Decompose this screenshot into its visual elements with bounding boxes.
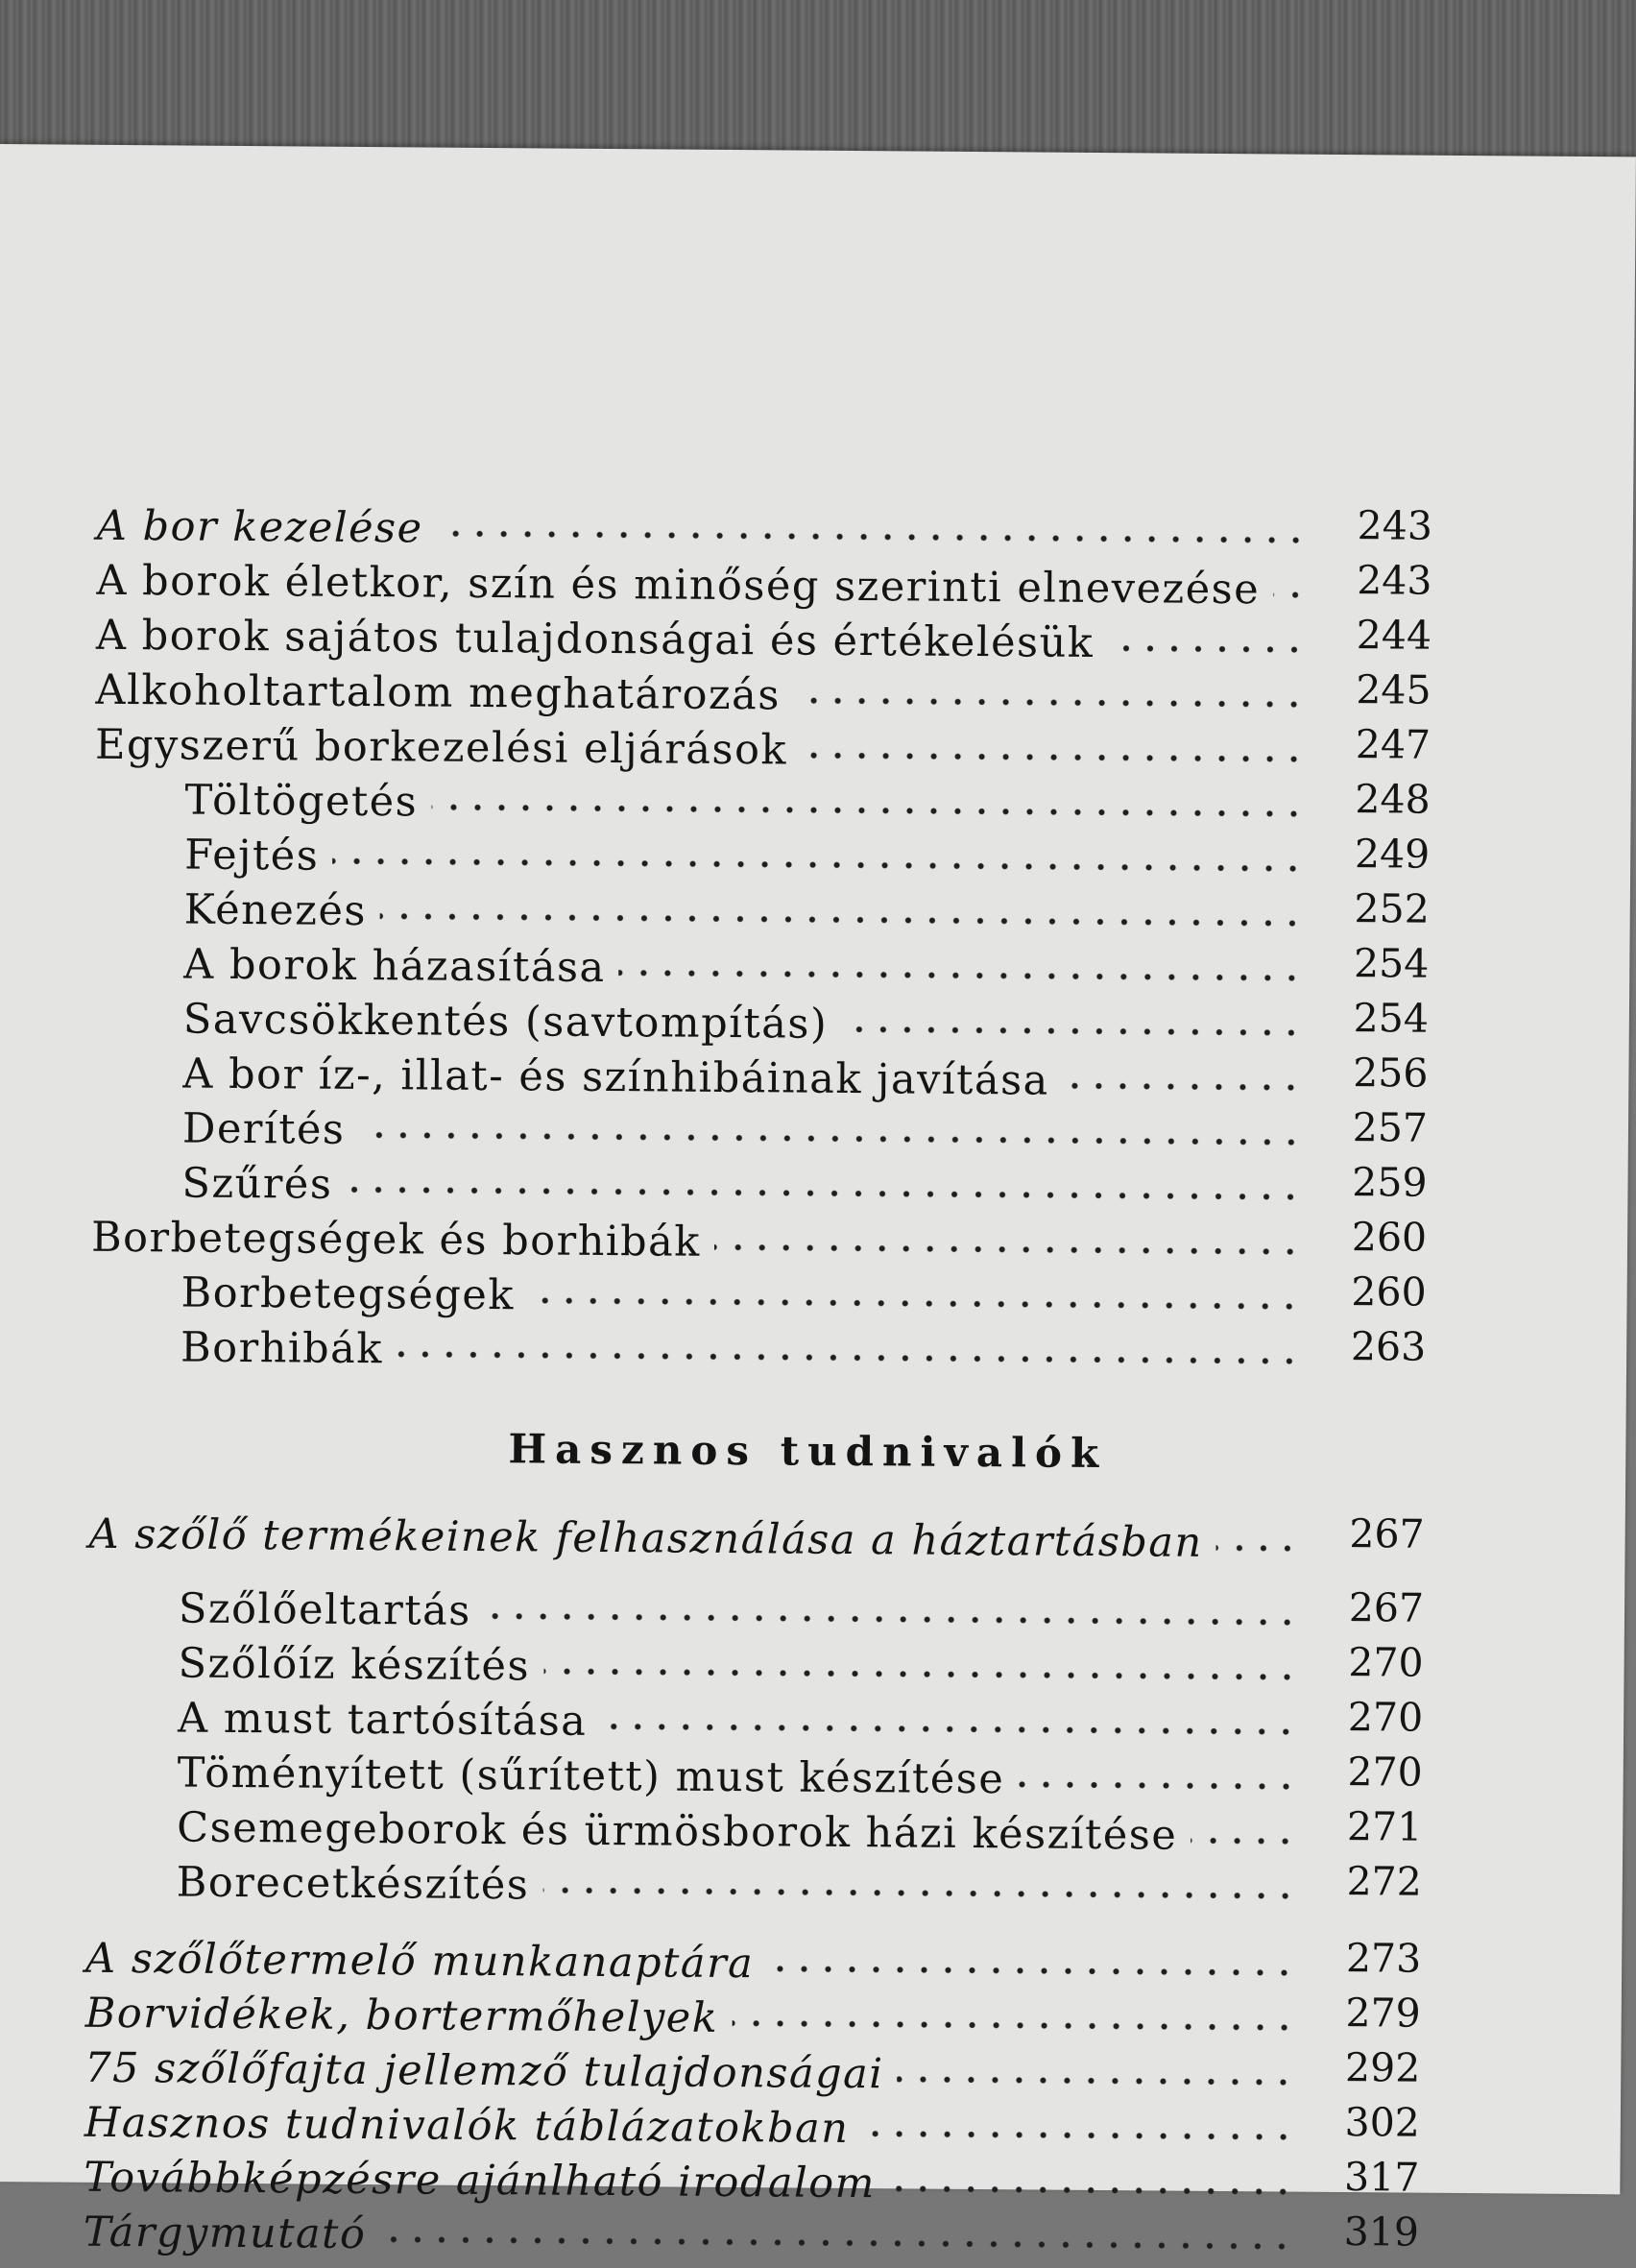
section-heading: Hasznos tudnivalók [508,1425,1108,1478]
dot-leader [528,1291,1302,1315]
toc-entry-page: 270 [1347,1694,1424,1741]
dot-leader [732,2014,1296,2038]
toc-entry [183,939,1529,1000]
toc-entry-page: 273 [1345,1935,1422,1982]
toc-entry-title: Savcsökkentés (savtompítás) [182,995,829,1049]
dot-leader [767,1959,1296,1982]
toc-entry-page: 270 [1347,1749,1423,1796]
toc-entry-page: 292 [1344,2044,1421,2091]
toc-entry-page: 260 [1351,1214,1428,1261]
toc-entry-page: 243 [1357,502,1433,549]
dot-leader [380,906,1305,933]
toc-entry-page: 252 [1354,885,1430,932]
toc-entry-page: 254 [1353,995,1430,1042]
toc-entry [178,1638,1524,1699]
dot-leader [841,1020,1304,1043]
dot-leader [436,524,1307,550]
book-page [0,144,1636,2259]
toc-entry-title: Tárgymutató [83,2208,367,2259]
toc-entry-page: 245 [1356,666,1432,713]
toc-entry-title: Borecetkészítés [176,1858,530,1910]
toc-entry-title: Fejtés [183,831,320,881]
toc-entry [184,830,1530,890]
toc-entry-title: Csemegeborok és ürmösborok házi készítése [177,1803,1178,1860]
toc-entry-title: Derítés [181,1104,346,1154]
dot-leader [619,963,1305,988]
toc-entry-title: Hasznos tudnivalók táblázatokban [84,2098,850,2154]
toc-entry-page: 302 [1344,2099,1421,2146]
toc-entry-title: Borvidékek, bortermőhelyek [84,1989,719,2042]
toc-entry [180,1322,1527,1383]
toc-entry [179,1583,1525,1644]
dot-leader [379,2230,1294,2256]
toc-entry-title: A szőlő termékeinek felhasználása a háztartásban [88,1509,1203,1567]
toc-entry-title: A bor kezelése [96,501,423,553]
toc-entry [84,2207,1520,2268]
toc-entry-page: 249 [1354,831,1431,878]
dot-leader [1107,639,1307,660]
toc-entry-page: 263 [1350,1323,1427,1370]
toc-entry [84,2097,1521,2159]
toc-entry-title: Borhibák [180,1323,384,1374]
toc-entry-page: 243 [1357,557,1432,604]
dot-leader [862,2124,1295,2147]
toc-entry-title: Töményített (sűrített) must készítése [177,1749,1005,1804]
toc-entry [178,1693,1524,1753]
dot-leader [346,1180,1302,1207]
toc-entry-title: Borbetegségek [180,1268,516,1320]
dot-leader [332,852,1305,879]
toc-entry [95,664,1531,726]
toc-entry [184,884,1530,945]
toc-entry [182,1103,1528,1164]
toc-entry [91,1212,1528,1273]
toc-entry-page: 257 [1352,1104,1429,1151]
toc-entry [84,2042,1521,2104]
toc-entry-page: 260 [1351,1268,1427,1315]
dot-leader [542,1880,1297,1905]
toc-entry [182,1049,1528,1109]
toc-entry-title: Töltögetés [184,776,419,827]
toc-entry-title: Szőlőeltartás [178,1584,472,1635]
dot-leader [431,798,1306,824]
dot-leader [1063,1076,1304,1098]
toc-entry-page: 256 [1352,1050,1429,1097]
toc-entry-title: Kénezés [183,885,368,936]
toc-entry [177,1802,1523,1863]
toc-entry [184,775,1530,835]
toc-entry-page: 279 [1345,1990,1421,2037]
toc-entry-page: 267 [1349,1510,1425,1557]
dot-leader [1273,585,1307,604]
dot-leader [1216,1538,1300,1558]
toc-entry [88,1508,1525,1570]
dot-leader [1018,1774,1298,1796]
dot-leader [801,746,1306,769]
toc-entry-title: A must tartósítása [177,1694,588,1746]
toc-entry [177,1857,1523,1918]
dot-leader [485,1606,1299,1632]
table-of-contents [0,144,1636,2259]
toc-entry-page: 259 [1352,1159,1428,1206]
toc-entry-title: A borok életkor, szín és minőség szerinti elnevezése [96,556,1261,615]
toc-entry [84,2152,1520,2213]
dot-leader [543,1661,1299,1686]
toc-entry-page: 272 [1346,1858,1423,1905]
toc-entry-title: Alkoholtartalom meghatározás [95,665,782,720]
toc-entry [97,500,1533,562]
toc-entry-page: 244 [1356,612,1432,659]
toc-entry-title: Borbetegségek és borhibák [90,1213,702,1267]
dot-leader [889,2179,1295,2201]
toc-entry-title: Szűrés [181,1159,333,1209]
toc-entry-title: Egyszerű borkezelési eljárások [94,720,788,775]
toc-entry-title: 75 szőlőfajta jellemző tulajdonságai [84,2043,884,2099]
toc-entry-page: 319 [1343,2208,1420,2256]
toc-entry [96,610,1532,671]
toc-entry-title: A borok sajátos tulajdonságai és értékelésük [95,611,1095,667]
toc-entry [177,1748,1523,1808]
dot-leader [1191,1831,1297,1851]
toc-entry-page: 248 [1355,776,1431,823]
toc-entry-title: A bor íz-, illat- és színhibáinak javítása [182,1050,1049,1105]
toc-entry-page: 247 [1355,721,1432,768]
toc-entry-title: Továbbképzésre ajánlható irodalom [84,2153,877,2208]
toc-entry-title: Szőlőíz készítés [178,1639,531,1691]
toc-entry-page: 270 [1348,1639,1424,1686]
toc-entry [85,1988,1522,2049]
toc-entry-page: 254 [1353,940,1430,987]
dot-leader [897,2069,1295,2091]
toc-entry [181,1158,1528,1218]
toc-entry [180,1267,1527,1328]
toc-entry [96,555,1532,616]
toc-entry [183,994,1529,1054]
toc-entry-title: A borok házasítása [183,940,606,992]
toc-entry-title: A szőlőtermelő munkanaptára [84,1934,755,1989]
toc-entry [85,1933,1522,1994]
toc-entry [95,719,1531,781]
toc-entry-page: 271 [1346,1803,1423,1850]
dot-leader [358,1125,1303,1152]
dot-leader [600,1717,1298,1742]
toc-entry-page: 267 [1348,1584,1425,1631]
dot-leader [397,1344,1301,1370]
dot-leader [794,691,1307,714]
dot-leader [714,1238,1302,1262]
toc-entry-page: 317 [1343,2154,1420,2201]
